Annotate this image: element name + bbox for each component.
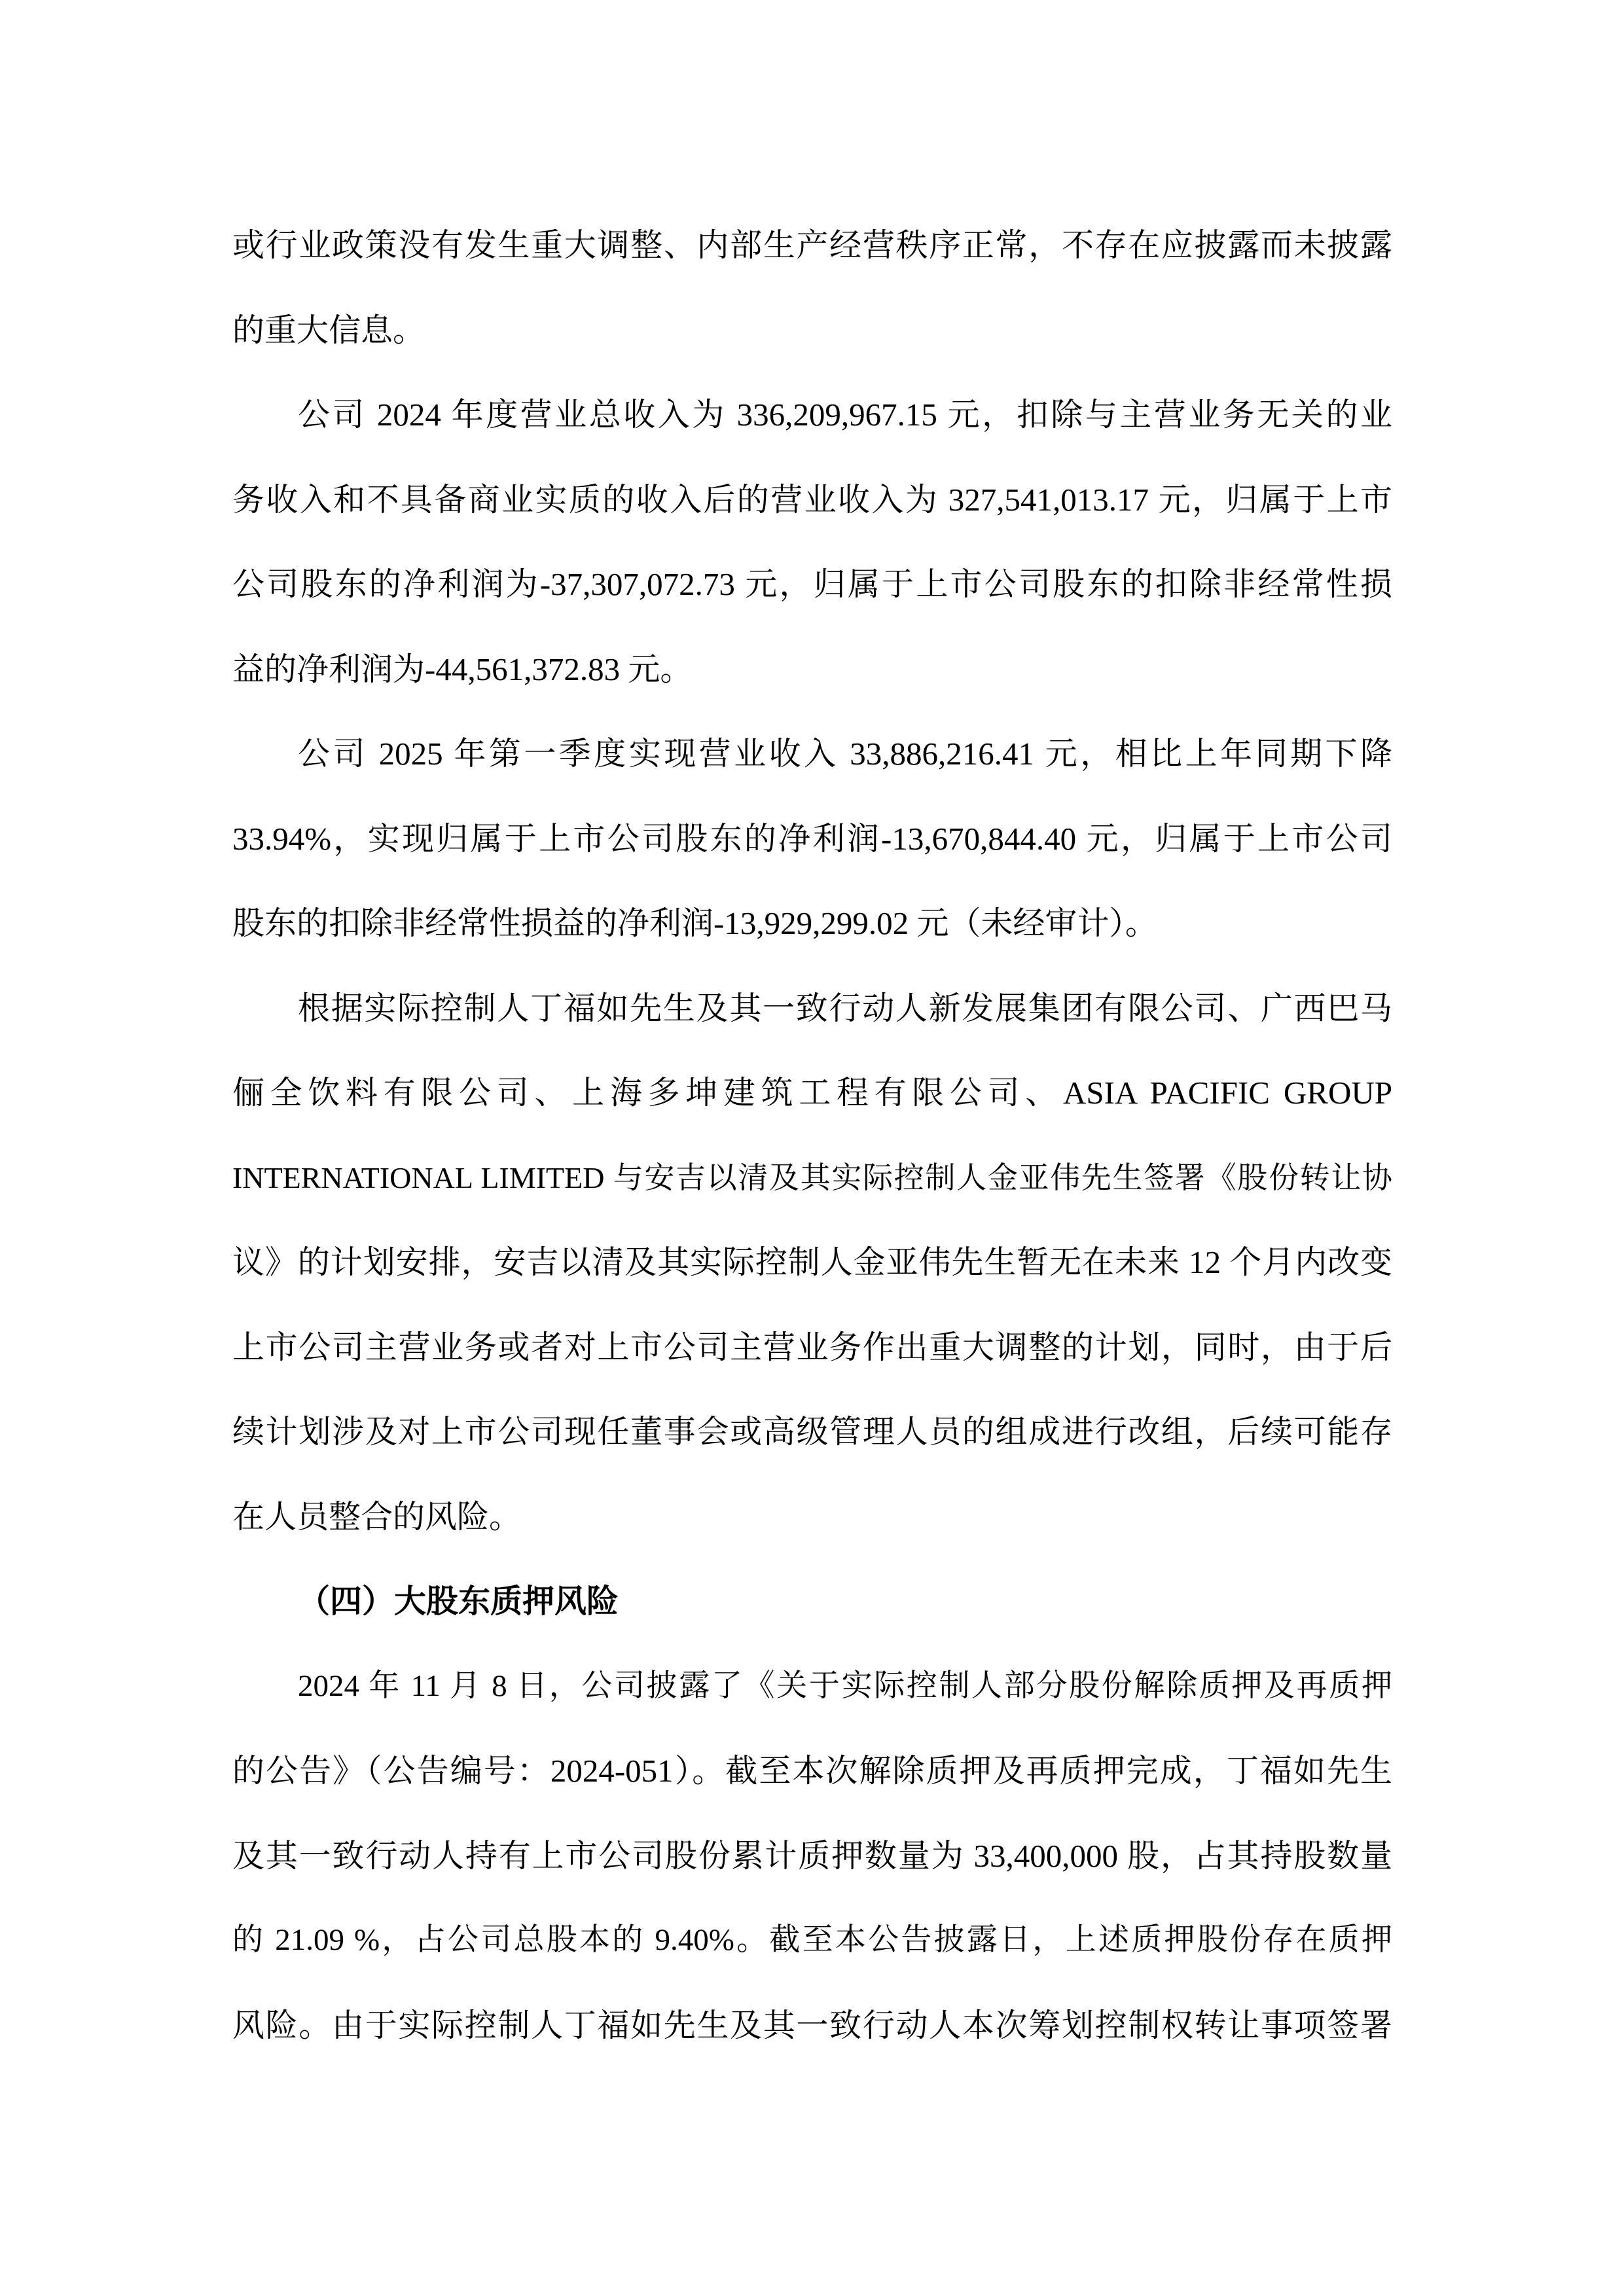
section-heading: （四）大股东质押风险 <box>298 1583 619 1619</box>
paragraph-line: 或行业政策没有发生重大调整、内部生产经营秩序正常，不存在应披露而未披露 <box>232 227 1392 263</box>
paragraph-line: 公司 2024 年度营业总收入为 336,209,967.15 元，扣除与主营业务无关的业 <box>298 397 1392 433</box>
paragraph-line: 续计划涉及对上市公司现任董事会或高级管理人员的组成进行改组，后续可能存 <box>232 1414 1392 1450</box>
paragraph-line: 益的净利润为-44,561,372.83 元。 <box>232 651 693 687</box>
paragraph-line: 俪全饮料有限公司、上海多坤建筑工程有限公司、ASIA PACIFIC GROUP <box>232 1075 1392 1111</box>
paragraph-line: 在人员整合的风险。 <box>232 1498 522 1535</box>
paragraph-line: 公司股东的净利润为-37,307,072.73 元，归属于上市公司股东的扣除非经常性损 <box>232 566 1392 602</box>
paragraph-line: 33.94%，实现归属于上市公司股东的净利润-13,670,844.40 元，归属于上市公司 <box>232 820 1392 857</box>
paragraph-line: 股东的扣除非经常性损益的净利润-13,929,299.02 元（未经审计）。 <box>232 905 1157 941</box>
paragraph-line: 及其一致行动人持有上市公司股份累计质押数量为 33,400,000 股，占其持股数量 <box>232 1837 1392 1874</box>
paragraph-line: 2024 年 11 月 8 日，公司披露了《关于实际控制人部分股份解除质押及再质押 <box>298 1668 1392 1703</box>
paragraph-line: INTERNATIONAL LIMITED 与安吉以清及其实际控制人金亚伟先生签署《股份转让协 <box>232 1160 1392 1194</box>
paragraph-line: 务收入和不具备商业实质的收入后的营业收入为 327,541,013.17 元，归属于上市 <box>232 481 1392 518</box>
paragraph-line: 风险。由于实际控制人丁福如先生及其一致行动人本次筹划控制权转让事项签署 <box>232 2007 1392 2043</box>
paragraph-line: 根据实际控制人丁福如先生及其一致行动人新发展集团有限公司、广西巴马 <box>298 990 1392 1026</box>
paragraph-line: 议》的计划安排，安吉以清及其实际控制人金亚伟先生暂无在未来 12 个月内改变 <box>232 1244 1392 1280</box>
paragraph-line: 上市公司主营业务或者对上市公司主营业务作出重大调整的计划，同时，由于后 <box>232 1329 1392 1365</box>
paragraph-line: 的重大信息。 <box>232 312 425 348</box>
paragraph-line: 公司 2025 年第一季度实现营业收入 33,886,216.41 元，相比上年同期下降 <box>298 736 1392 772</box>
paragraph-line: 的公告》（公告编号：2024-051）。截至本次解除质押及再质押完成，丁福如先生 <box>232 1753 1392 1789</box>
document-body <box>232 203 1392 2068</box>
paragraph-line: 的 21.09 %，占公司总股本的 9.40%。截至本公告披露日，上述质押股份存在质押 <box>232 1923 1392 1957</box>
